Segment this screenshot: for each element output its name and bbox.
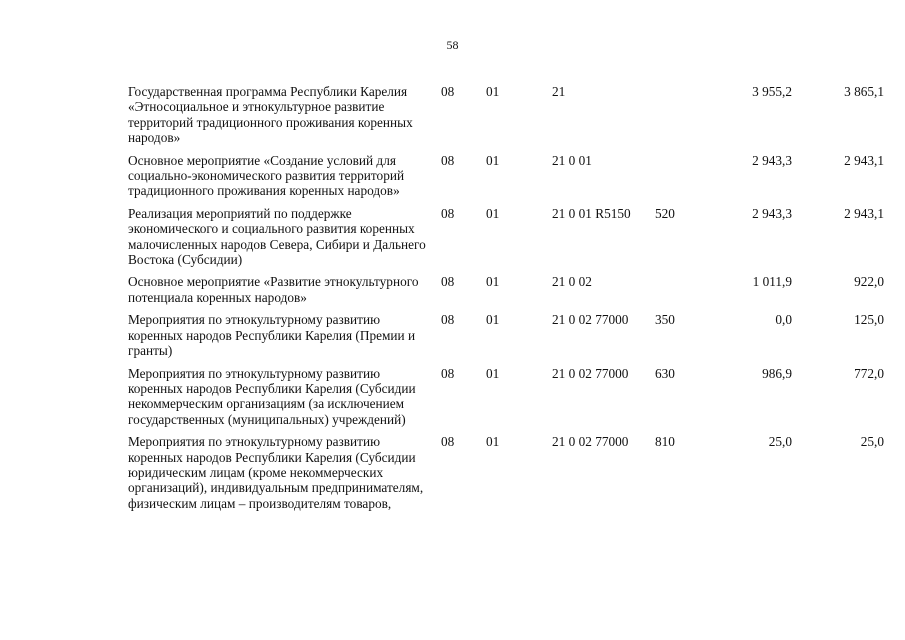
row-target-code: 21 0 02: [552, 274, 592, 290]
row-amount-1: 3 955,2: [752, 84, 792, 99]
row-target-code: 21 0 01 R5150: [552, 205, 631, 221]
row-amount-2: 3 865,1: [844, 84, 884, 99]
row-name: Основное мероприятие «Создание условий для социально-экономического развития территорий традиционного проживания коренных народов»: [128, 152, 405, 199]
row-expense-type: 810: [655, 434, 675, 450]
row-subsection-code: 01: [486, 84, 500, 99]
row-amount-1: 0,0: [775, 312, 792, 328]
row-name: Государственная программа Республики Карелия «Этносоциальное и этнокультурное развитие территорий традиционного проживания коренных народов»: [128, 84, 413, 146]
row-subsection-code: 01: [486, 434, 500, 450]
row-name: Мероприятия по этнокультурному развитию коренных народов Республики Карелия (Субсидии некоммерческим организациям (за исключением государственных (муниципальных) учреждений): [128, 365, 416, 427]
table-row: [128, 274, 884, 305]
row-amount-2: 125,0: [854, 312, 884, 328]
row-amount-2: 2 943,1: [844, 205, 884, 221]
page-number: 58: [446, 38, 459, 52]
row-name: Основное мероприятие «Развитие этнокультурного потенциала коренных народов»: [128, 274, 419, 305]
table-row: [128, 312, 884, 358]
row-expense-type: 630: [655, 365, 675, 381]
row-amount-1: 986,9: [762, 365, 792, 381]
row-amount-1: 2 943,3: [752, 152, 792, 168]
table-row: [128, 206, 884, 268]
table-row: [128, 366, 884, 428]
table-row: [128, 84, 884, 146]
row-section-code: 08: [441, 434, 455, 450]
row-section-code: 08: [441, 365, 455, 381]
row-section-code: 08: [441, 84, 455, 99]
row-target-code: 21 0 02 77000: [552, 365, 629, 381]
row-section-code: 08: [441, 274, 455, 290]
row-target-code: 21 0 02 77000: [552, 434, 629, 450]
row-amount-2: 2 943,1: [844, 152, 884, 168]
row-name: Мероприятия по этнокультурному развитию коренных народов Республики Карелия (Субсидии юридическим лицам (кроме некоммерческих организаций), индивидуальным предпринимателям, физическим лицам – производителям товаров,: [128, 434, 424, 511]
row-amount-2: 922,0: [854, 274, 884, 290]
row-section-code: 08: [441, 312, 455, 328]
table-row: [128, 434, 884, 511]
row-subsection-code: 01: [486, 152, 500, 168]
row-target-code: 21: [552, 84, 566, 99]
row-section-code: 08: [441, 205, 455, 221]
budget-table: [128, 84, 884, 518]
row-target-code: 21 0 01: [552, 152, 592, 168]
row-name: Реализация мероприятий по поддержке экономического и социального развития коренных малочисленных народов Севера, Сибири и Дальнего Востока (Субсидии): [128, 205, 426, 268]
table-row: [128, 153, 884, 199]
row-expense-type: 350: [655, 312, 675, 328]
row-amount-1: 25,0: [768, 434, 792, 450]
row-amount-1: 1 011,9: [752, 274, 792, 290]
row-amount-2: 25,0: [860, 434, 884, 450]
row-subsection-code: 01: [486, 205, 500, 221]
row-subsection-code: 01: [486, 274, 500, 290]
row-subsection-code: 01: [486, 312, 500, 328]
row-target-code: 21 0 02 77000: [552, 312, 629, 328]
row-section-code: 08: [441, 152, 455, 168]
row-amount-1: 2 943,3: [752, 205, 792, 221]
row-expense-type: 520: [655, 205, 675, 221]
row-name: Мероприятия по этнокультурному развитию коренных народов Республики Карелия (Премии и гранты): [128, 312, 416, 359]
row-amount-2: 772,0: [854, 365, 884, 381]
row-subsection-code: 01: [486, 365, 500, 381]
